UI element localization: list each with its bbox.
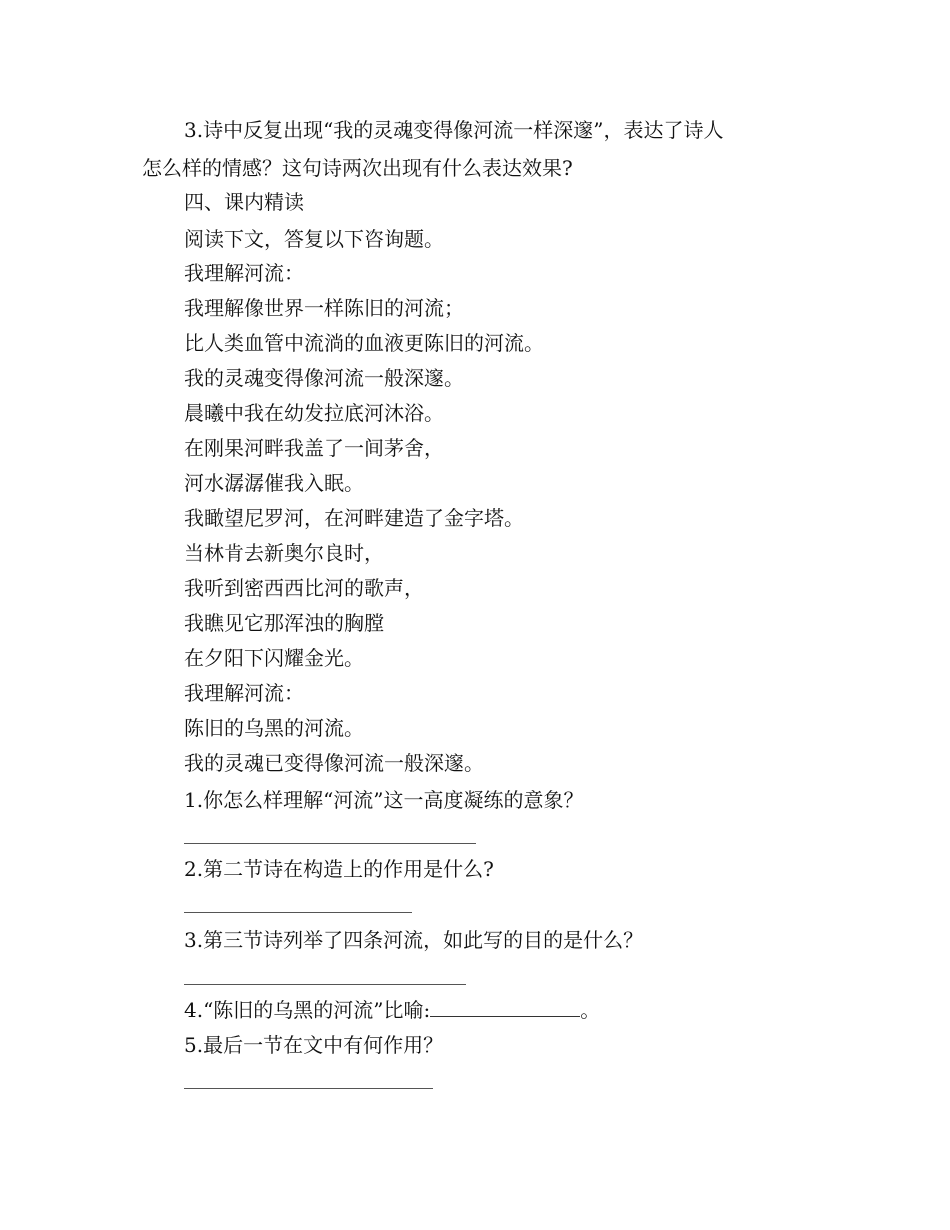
question-3: 3.第三节诗列举了四条河流，如此写的目的是什么？ — [184, 928, 644, 952]
intro-question-line-1: 3.诗中反复出现“我的灵魂变得像河流一样深邃”，表达了诗人 — [184, 118, 724, 142]
poem-line: 我的灵魂已变得像河流一般深邃。 — [184, 751, 484, 775]
answer-blank-1[interactable] — [184, 843, 476, 844]
answer-blank-4[interactable] — [430, 998, 580, 1017]
question-4-text: 4.“陈旧的乌黑的河流”比喻: — [184, 998, 431, 1022]
answer-blank-3[interactable] — [184, 984, 466, 985]
poem-line: 我的灵魂变得像河流一般深邃。 — [184, 366, 464, 390]
answer-blank-2[interactable] — [184, 912, 412, 913]
section-heading: 四、课内精读 — [184, 190, 304, 214]
poem-line: 我理解河流： — [184, 681, 304, 705]
instruction: 阅读下文，答复以下咨询题。 — [184, 227, 444, 251]
answer-blank-5[interactable] — [184, 1088, 433, 1089]
poem-line: 我瞰望尼罗河，在河畔建造了金字塔。 — [184, 506, 524, 530]
poem-line: 当林肯去新奥尔良时， — [184, 541, 384, 565]
intro-question-line-2: 怎么样的情感？这句诗两次出现有什么表达效果? — [142, 156, 573, 180]
question-4-end: 。 — [580, 998, 601, 1022]
poem-line: 在刚果河畔我盖了一间茅舍， — [184, 436, 444, 460]
question-2: 2.第二节诗在构造上的作用是什么? — [184, 857, 494, 881]
poem-line: 我听到密西西比河的歌声， — [184, 576, 424, 600]
poem-line: 我理解像世界一样陈旧的河流； — [184, 296, 464, 320]
poem-line: 我瞧见它那浑浊的胸膛 — [184, 611, 384, 635]
poem-line: 晨曦中我在幼发拉底河沐浴。 — [184, 401, 444, 425]
poem-line: 比人类血管中流淌的血液更陈旧的河流。 — [184, 331, 544, 355]
poem-line: 河水潺潺催我入眠。 — [184, 471, 364, 495]
question-1: 1.你怎么样理解“河流”这一高度凝练的意象？ — [184, 788, 584, 812]
question-5: 5.最后一节在文中有何作用？ — [184, 1033, 444, 1057]
poem-line: 我理解河流： — [184, 261, 304, 285]
poem-line: 陈旧的乌黑的河流。 — [184, 716, 364, 740]
question-4 — [184, 995, 600, 1025]
poem-line: 在夕阳下闪耀金光。 — [184, 646, 364, 670]
